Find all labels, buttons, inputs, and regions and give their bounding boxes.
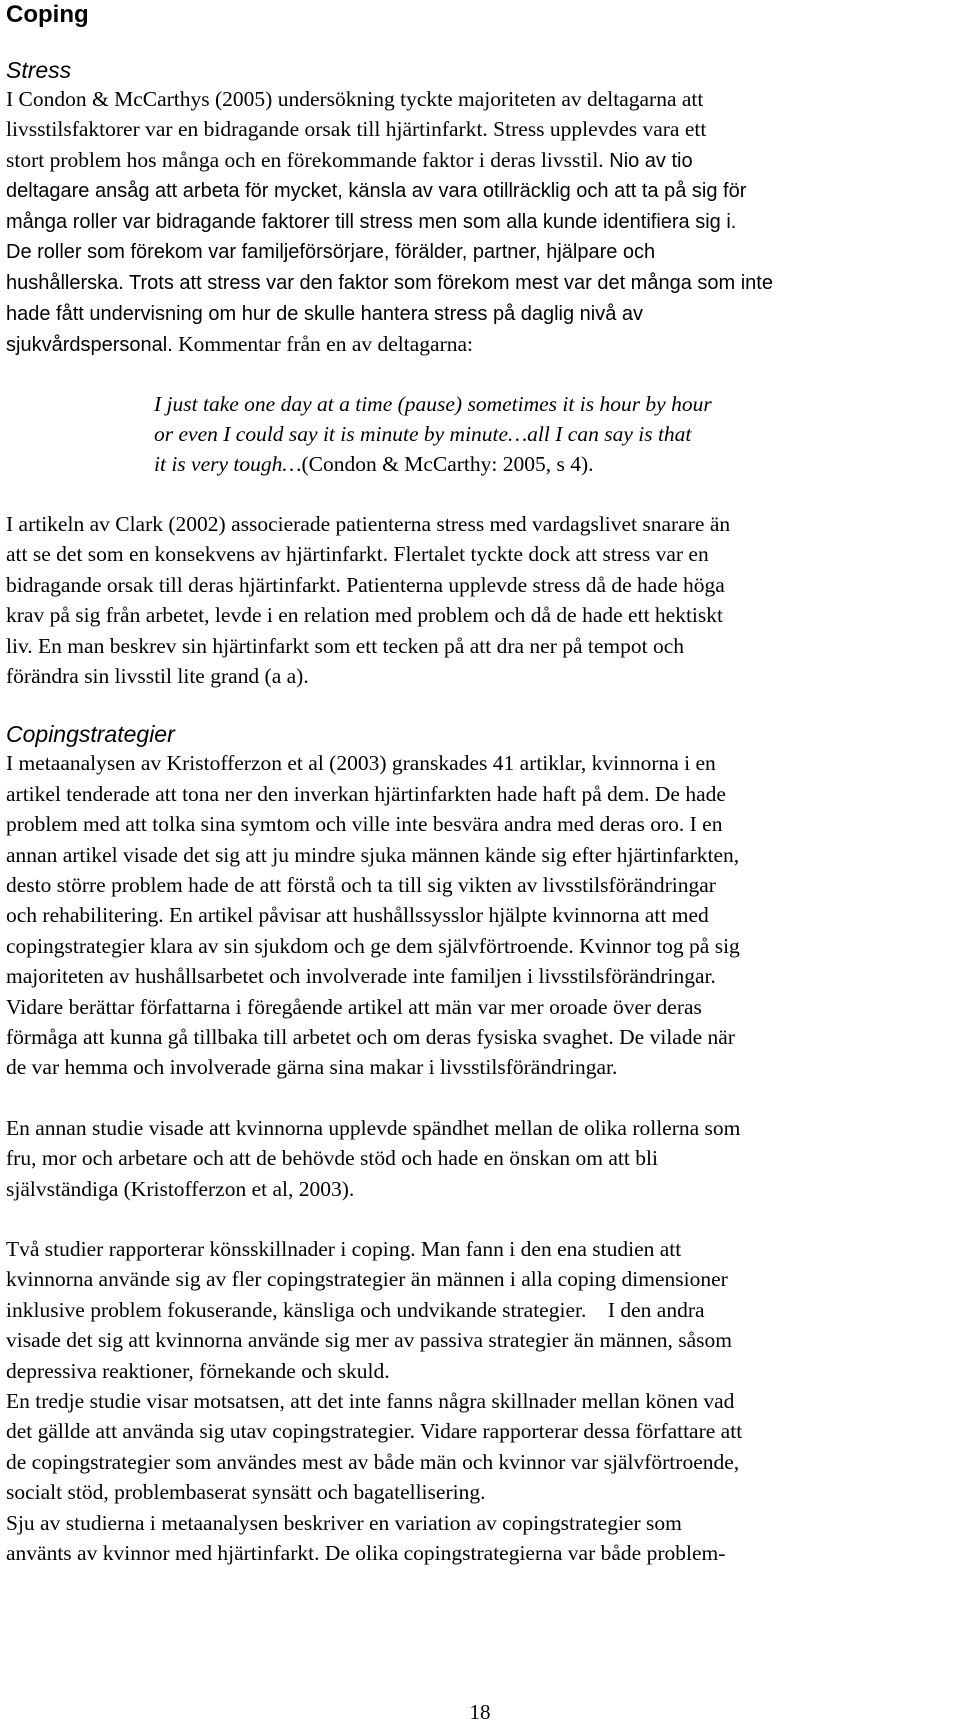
gender-differences-paragraph bbox=[6, 1234, 954, 1568]
text-line: socialt stöd, problembaserat synsätt och bagatellisering. bbox=[6, 1480, 486, 1505]
quote-line bbox=[154, 419, 954, 449]
text-line: deltagare ansåg att arbeta för mycket, känsla av vara otillräcklig och att ta på sig för bbox=[6, 180, 747, 203]
text-line: copingstrategier klara av sin sjukdom och ge dem självförtroende. Kvinnor tog på sig bbox=[6, 933, 740, 958]
text-line: problem med att tolka sina symtom och ville inte besvära andra med deras oro. I en bbox=[6, 812, 723, 837]
text-line: kvinnorna använde sig av fler copingstrategier än männen i alla coping dimensioner bbox=[6, 1267, 728, 1292]
text-line bbox=[6, 267, 954, 298]
text-line: de var hemma och involverade gärna sina makar i livsstilsförändringar. bbox=[6, 1055, 618, 1080]
text-line: I artikeln av Clark (2002) associerade patienterna stress med vardagslivet snarare än bbox=[6, 511, 731, 536]
stress-subheading: Stress bbox=[6, 57, 72, 83]
text-line: krav på sig från arbetet, levde i en relation med problem och då de hade ett hektiskt bbox=[6, 603, 723, 628]
text-line: depressiva reaktioner, förnekande och skuld. bbox=[6, 1358, 390, 1383]
text-fragment: stort problem hos många och en förekommande faktor i deras livsstil. bbox=[6, 147, 604, 172]
page-number: 18 bbox=[469, 1700, 491, 1724]
text-fragment: Trots att stress var den faktor som förekom mest var det många som inte bbox=[123, 272, 773, 295]
block-quote bbox=[6, 389, 954, 480]
text-line: Två studier rapporterar könsskillnader i coping. Man fann i den ena studien att bbox=[6, 1237, 682, 1261]
text-line: självständiga (Kristofferzon et al, 2003). bbox=[6, 1176, 355, 1201]
text-line: liv. En man beskrev sin hjärtinfarkt som ett tecken på att dra ner på tempot och bbox=[6, 633, 685, 658]
text-fragment: hushållerska. bbox=[6, 272, 124, 295]
text-line: att se det som en konsekvens av hjärtinfarkt. Flertalet tyckte dock att stress var en bbox=[6, 542, 709, 567]
text-line: artikel tenderade att tona ner den inverkan hjärtinfarkten hade haft på dem. De hade bbox=[6, 781, 726, 806]
quote-italic: or even I could say it is minute by minute…all I can say is that bbox=[154, 422, 692, 447]
text-line: livsstilsfaktorer var en bidragande orsak till hjärtinfarkt. Stress upplevdes vara ett bbox=[6, 117, 707, 142]
text-line: använts av kvinnor med hjärtinfarkt. De olika copingstrategierna var både problem- bbox=[6, 1541, 726, 1566]
text-line: inklusive problem fokuserande, känsliga och undvikande strategier. I den andra bbox=[6, 1297, 705, 1322]
text-line: En tredje studie visar motsatsen, att det inte fanns några skillnader mellan könen vad bbox=[6, 1389, 735, 1414]
text-line: förmåga att kunna gå tillbaka till arbetet och om deras fysiska svaghet. De vilade när bbox=[6, 1024, 735, 1049]
text-line bbox=[6, 329, 954, 360]
quote-italic: I just take one day at a time (pause) sometimes it is hour by hour bbox=[154, 391, 712, 416]
text-fragment: Nio av tio bbox=[603, 149, 693, 172]
copingstrategier-subheading: Copingstrategier bbox=[6, 721, 175, 748]
kristofferzon-paragraph bbox=[6, 748, 954, 1082]
text-line: annan artikel visade det sig att ju mindre sjuka männen kände sig efter hjärtinfarkten, bbox=[6, 842, 740, 867]
text-line: bidragande orsak till deras hjärtinfarkt. Patienterna upplevde stress då de hade höga bbox=[6, 572, 725, 597]
quote-line bbox=[154, 449, 954, 479]
text-line: hade fått undervisning om hur de skulle hantera stress på daglig nivå av bbox=[6, 302, 644, 325]
text-line: Vidare berättar författarna i föregående artikel att män var mer oroade över deras bbox=[6, 994, 702, 1019]
text-line: förändra sin livsstil lite grand (a a). bbox=[6, 663, 309, 688]
quote-italic: it is very tough… bbox=[154, 452, 302, 477]
text-fragment: Kommentar från en av deltagarna: bbox=[172, 332, 474, 357]
text-line: de copingstrategier som användes mest av både män och kvinnor var självförtroende, bbox=[6, 1449, 740, 1474]
text-line: desto större problem hade de att förstå och ta till sig vikten av livsstilsförändringar bbox=[6, 872, 716, 897]
text-line: många roller var bidragande faktorer till stress men som alla kunde identifiera sig i. bbox=[6, 210, 737, 233]
text-line: fru, mor och arbetare och att de behövde stöd och hade en önskan om att bli bbox=[6, 1146, 658, 1171]
text-line: visade det sig att kvinnorna använde sig mer av passiva strategier än männen, såsom bbox=[6, 1328, 733, 1353]
text-line: majoriteten av hushållsarbetet och involverade inte familjen i livsstilsförändringar. bbox=[6, 964, 716, 989]
text-line: och rehabilitering. En artikel påvisar att hushållssysslor hjälpte kvinnorna att med bbox=[6, 903, 709, 928]
text-line: De roller som förekom var familjeförsörjare, förälder, partner, hjälpare och bbox=[6, 241, 656, 264]
quote-citation: (Condon & McCarthy: 2005, s 4). bbox=[301, 452, 594, 477]
text-line: En annan studie visade att kvinnorna upplevde spändhet mellan de olika rollerna som bbox=[6, 1115, 741, 1140]
clark-paragraph bbox=[6, 509, 954, 691]
stress-paragraph bbox=[6, 84, 954, 361]
text-fragment: sjukvårdspersonal. bbox=[6, 334, 173, 357]
roles-paragraph bbox=[6, 1113, 954, 1204]
text-line bbox=[6, 145, 954, 176]
text-line: Sju av studierna i metaanalysen beskriver en variation av copingstrategier som bbox=[6, 1510, 682, 1535]
text-line: I metaanalysen av Kristofferzon et al (2003) granskades 41 artiklar, kvinnorna i en bbox=[6, 751, 716, 776]
text-line: I Condon & McCarthys (2005) undersökning tyckte majoriteten av deltagarna att bbox=[6, 87, 704, 111]
text-line: det gällde att använda sig utav copingstrategier. Vidare rapporterar dessa författare att bbox=[6, 1419, 743, 1444]
quote-line bbox=[154, 389, 954, 419]
document-body bbox=[6, 0, 954, 1568]
section-heading: Coping bbox=[6, 1, 89, 28]
